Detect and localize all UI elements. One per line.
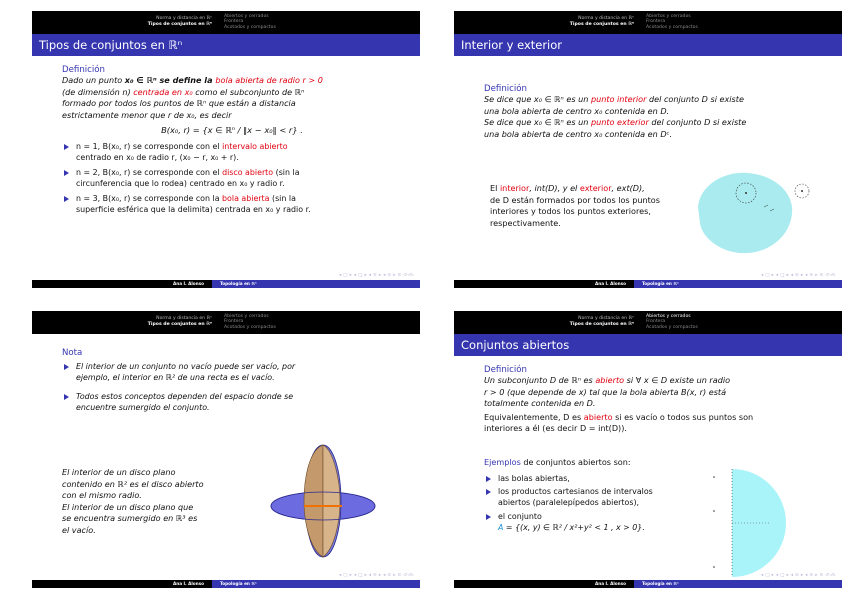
disk-example-text: El interior de un disco plano contenido en ℝ² es el disco abierto con el mismo radio. El interior de un disco plano que se encuentra sumergido en ℝ³ es el vacío. — [62, 467, 204, 535]
section-norma[interactable]: Norma y distancia en ℝⁿ — [156, 316, 212, 321]
half-disk-figure — [710, 463, 800, 583]
section-norma[interactable]: Norma y distancia en ℝⁿ — [578, 16, 634, 21]
slide-footer — [32, 580, 420, 588]
list-item: las bolas abiertas, — [484, 473, 719, 484]
subsection-abiertos[interactable]: Abiertos y cerrados — [224, 314, 269, 319]
section-norma[interactable]: Norma y distancia en ℝⁿ — [578, 316, 634, 321]
definition-text: Un subconjunto D de ℝⁿ es abierto si ∀ x ∈ D existe un radio r > 0 (que depende de x) tal que la bola abierta B(x, r) está totalmente contenida en D. — [484, 375, 731, 408]
footer-author: Ana I. Alonso — [32, 280, 212, 288]
footer-title: Topología en ℝⁿ — [634, 580, 842, 588]
list-item: n = 1, B(x₀, r) se corresponde con el intervalo abierto centrado en x₀ de radio r, (x₀ − r, x₀ + r). — [62, 141, 402, 164]
equivalence-text: Equivalentemente, D es abierto si es vacío o todos sus puntos son interiores a él (es decir D = int(D)). — [484, 411, 754, 433]
section-tipos[interactable]: Tipos de conjuntos en ℝⁿ — [569, 22, 634, 27]
section-tipos[interactable]: Tipos de conjuntos en ℝⁿ — [147, 322, 212, 327]
subsection-abiertos[interactable]: Abiertos y cerrados — [224, 14, 269, 19]
footer-title: Topología en ℝⁿ — [634, 280, 842, 288]
interior-exterior-figure — [690, 167, 810, 257]
navigation-symbols[interactable]: ◂ □ ▸ ◂ □̥ ▸ ◂ ≡ ▸ ◂ ≡ ▸ ≡ ↺◃↻ — [339, 273, 414, 278]
section-tipos[interactable]: Tipos de conjuntos en ℝⁿ — [569, 322, 634, 327]
definition-text: Se dice que x₀ ∈ ℝⁿ es un punto interior del conjunto D si existe una bola abierta de centro x₀ contenida en D. Se dice que x₀ ∈ ℝⁿ es un punto exterior del conjunto D si existe una bola abierta de centro x₀ contenida en Dᶜ. — [484, 94, 747, 139]
slide-header — [454, 11, 842, 34]
list-item: el conjunto A = {(x, y) ∈ ℝ² / x²+y² < 1 , x > 0}. — [484, 511, 719, 534]
slide-nota — [32, 311, 420, 588]
subsection-frontera[interactable]: Frontera — [646, 319, 666, 325]
slide-header — [32, 11, 420, 34]
section-norma[interactable]: Norma y distancia en ℝⁿ — [156, 16, 212, 21]
subsection-frontera[interactable]: Frontera — [224, 319, 244, 325]
subsection-acotados[interactable]: Acotados y compactos — [224, 24, 276, 30]
footer-author: Ana I. Alonso — [454, 280, 634, 288]
bullet-list — [62, 141, 402, 215]
slide-tipos-de-conjuntos — [32, 11, 420, 288]
slide-header — [32, 311, 420, 334]
section-tipos[interactable]: Tipos de conjuntos en ℝⁿ — [147, 22, 212, 27]
footer-title: Topología en ℝⁿ — [212, 580, 420, 588]
frame-title: Interior y exterior — [454, 34, 842, 56]
list-item: El interior de un conjunto no vacío puede ser vacío, por ejemplo, el interior en ℝ² de una recta es el vacío. — [62, 361, 402, 384]
frame-title: Conjuntos abiertos — [454, 334, 842, 356]
slide-interior-exterior — [454, 11, 842, 288]
footer-title: Topología en ℝⁿ — [212, 280, 420, 288]
block-title: Nota — [62, 348, 83, 358]
examples-list — [484, 473, 719, 534]
slide-footer — [454, 280, 842, 288]
list-item: n = 2, B(x₀, r) se corresponde con el disco abierto (sin la circunferencia que lo rodea) centrado en x₀ y radio r. — [62, 167, 402, 190]
subsection-frontera[interactable]: Frontera — [224, 19, 244, 25]
formula: B(x₀, r) = {x ∈ ℝⁿ / ‖x − x₀‖ < r} . — [161, 125, 303, 135]
subsection-abiertos[interactable]: Abiertos y cerrados — [646, 14, 691, 19]
explanation-text: El interior, int(D), y el exterior, ext(D), de D están formados por todos los puntos interiores y todos los puntos exteriores, respectivamente. — [490, 183, 660, 228]
slide-footer — [32, 280, 420, 288]
subsection-frontera[interactable]: Frontera — [646, 19, 666, 25]
list-item: los productos cartesianos de intervalos abiertos (paralelepípedos abiertos), — [484, 486, 719, 509]
navigation-symbols[interactable]: ◂ □ ▸ ◂ □̥ ▸ ◂ ≡ ▸ ◂ ≡ ▸ ≡ ↺◃↻ — [761, 573, 836, 578]
navigation-symbols[interactable]: ◂ □ ▸ ◂ □̥ ▸ ◂ ≡ ▸ ◂ ≡ ▸ ≡ ↺◃↻ — [339, 573, 414, 578]
subsection-acotados[interactable]: Acotados y compactos — [646, 24, 698, 30]
examples-heading: Ejemplos de conjuntos abiertos son: — [484, 457, 631, 467]
block-title: Definición — [484, 365, 527, 375]
list-item: n = 3, B(x₀, r) se corresponde con la bola abierta (sin la superficie esférica que la delimita) centrada en x₀ y radio r. — [62, 193, 402, 216]
footer-author: Ana I. Alonso — [32, 580, 212, 588]
subsection-acotados[interactable]: Acotados y compactos — [646, 324, 698, 330]
note-list — [62, 361, 402, 414]
list-item: Todos estos conceptos dependen del espacio donde se encuentre sumergido el conjunto. — [62, 391, 402, 414]
slide-conjuntos-abiertos — [454, 311, 842, 588]
slide-footer — [454, 580, 842, 588]
definition-text: Dado un punto x₀ ∈ ℝⁿ se define la bola abierta de radio r > 0 (de dimensión n) centrada en x₀ como el subconjunto de ℝⁿ formado por todos los puntos de ℝⁿ que están a distancia estrictamente menor que r de x₀, es decir — [62, 75, 323, 120]
frame-title: Tipos de conjuntos en ℝⁿ — [32, 34, 420, 56]
navigation-symbols[interactable]: ◂ □ ▸ ◂ □̥ ▸ ◂ ≡ ▸ ◂ ≡ ▸ ≡ ↺◃↻ — [761, 273, 836, 278]
block-title: Definición — [484, 84, 527, 94]
footer-author: Ana I. Alonso — [454, 580, 634, 588]
subsection-abiertos[interactable]: Abiertos y cerrados — [646, 314, 691, 319]
subsection-acotados[interactable]: Acotados y compactos — [224, 324, 276, 330]
block-title: Definición — [62, 65, 105, 75]
disk-3d-figure — [268, 441, 378, 561]
slide-header — [454, 311, 842, 334]
